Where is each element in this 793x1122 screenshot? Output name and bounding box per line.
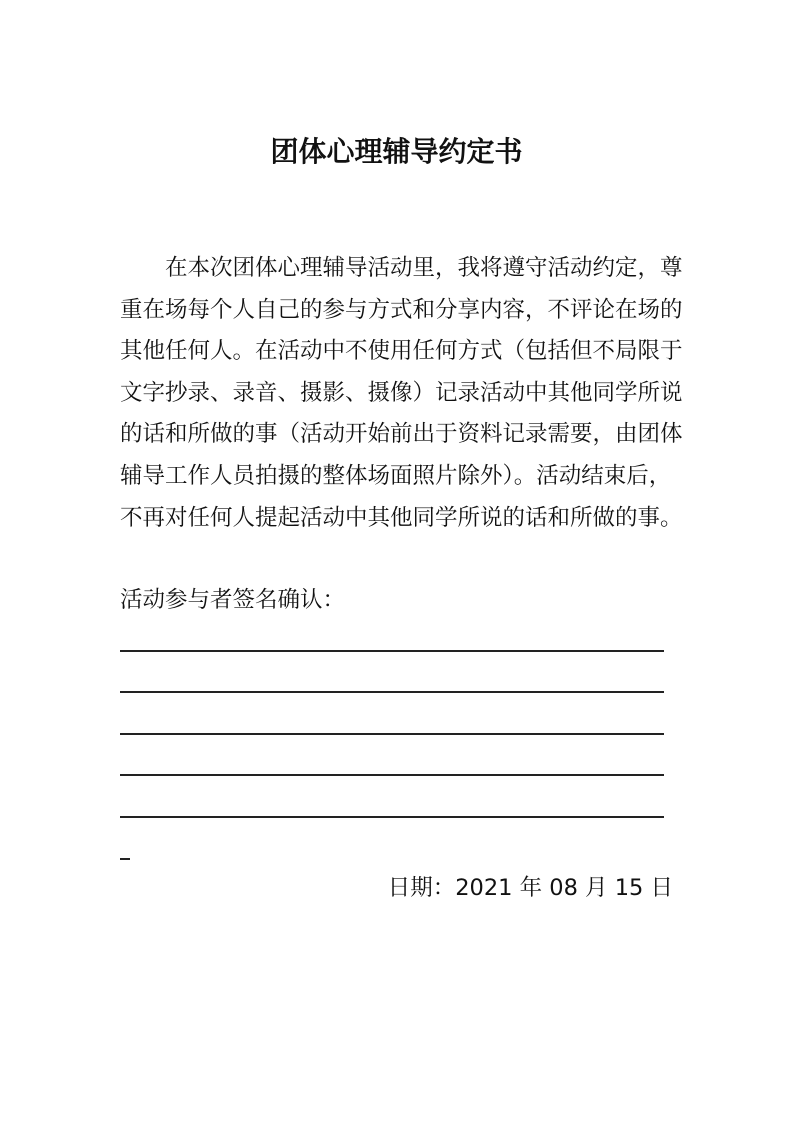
agreement-paragraph [120, 250, 683, 541]
paragraph-line: 文字抄录、录音、摄影、摄像）记录活动中其他同学所说 [120, 379, 683, 406]
signature-line [120, 733, 664, 735]
paragraph-line: 在本次团体心理辅导活动里，我将遵守活动约定，尊 [165, 255, 683, 281]
signature-line-tail [120, 858, 130, 860]
signature-line [120, 650, 664, 652]
signature-line [120, 816, 664, 818]
paragraph-line: 辅导工作人员拍摄的整体场面照片除外）。活动结束后， [120, 462, 672, 489]
paragraph-line: 不再对任何人提起活动中其他同学所说的话和所做的事。 [120, 504, 683, 531]
signature-line [120, 691, 664, 693]
paragraph-line: 重在场每个人自己的参与方式和分享内容，不评论在场的 [120, 296, 683, 323]
signature-label: 活动参与者签名确认： [120, 587, 346, 613]
signature-line [120, 774, 664, 776]
paragraph-line: 其他任何人。在活动中不使用任何方式（包括但不局限于 [120, 338, 683, 365]
date-text: 日期：2021 年 08 月 15 日 [387, 875, 673, 901]
document-title: 团体心理辅导约定书 [270, 135, 523, 168]
paragraph-line: 的话和所做的事（活动开始前出于资料记录需要，由团体 [120, 421, 683, 448]
